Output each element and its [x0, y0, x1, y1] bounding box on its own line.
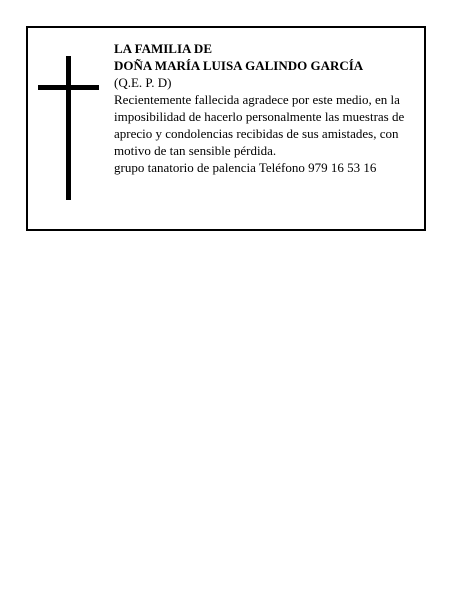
deceased-name: DOÑA MARÍA LUISA GALINDO GARCÍA	[114, 58, 364, 73]
obituary-notice	[26, 26, 426, 231]
funeral-home-contact: grupo tanatorio de palencia Teléfono 979 16 53 16	[114, 160, 377, 175]
thanks-message: Recientemente fallecida agradece por este medio, en la imposibilidad de hacerlo personalmente las muestras de aprecio y condolencias recibidas de sus amistades, con motivo de tan sensible pérdida.	[114, 92, 405, 158]
notice-text	[114, 40, 422, 176]
family-line: LA FAMILIA DE	[114, 41, 212, 56]
cross-horizontal-bar	[38, 85, 99, 90]
cross-vertical-bar	[66, 56, 71, 200]
qepd-line: (Q.E. P. D)	[114, 75, 172, 90]
